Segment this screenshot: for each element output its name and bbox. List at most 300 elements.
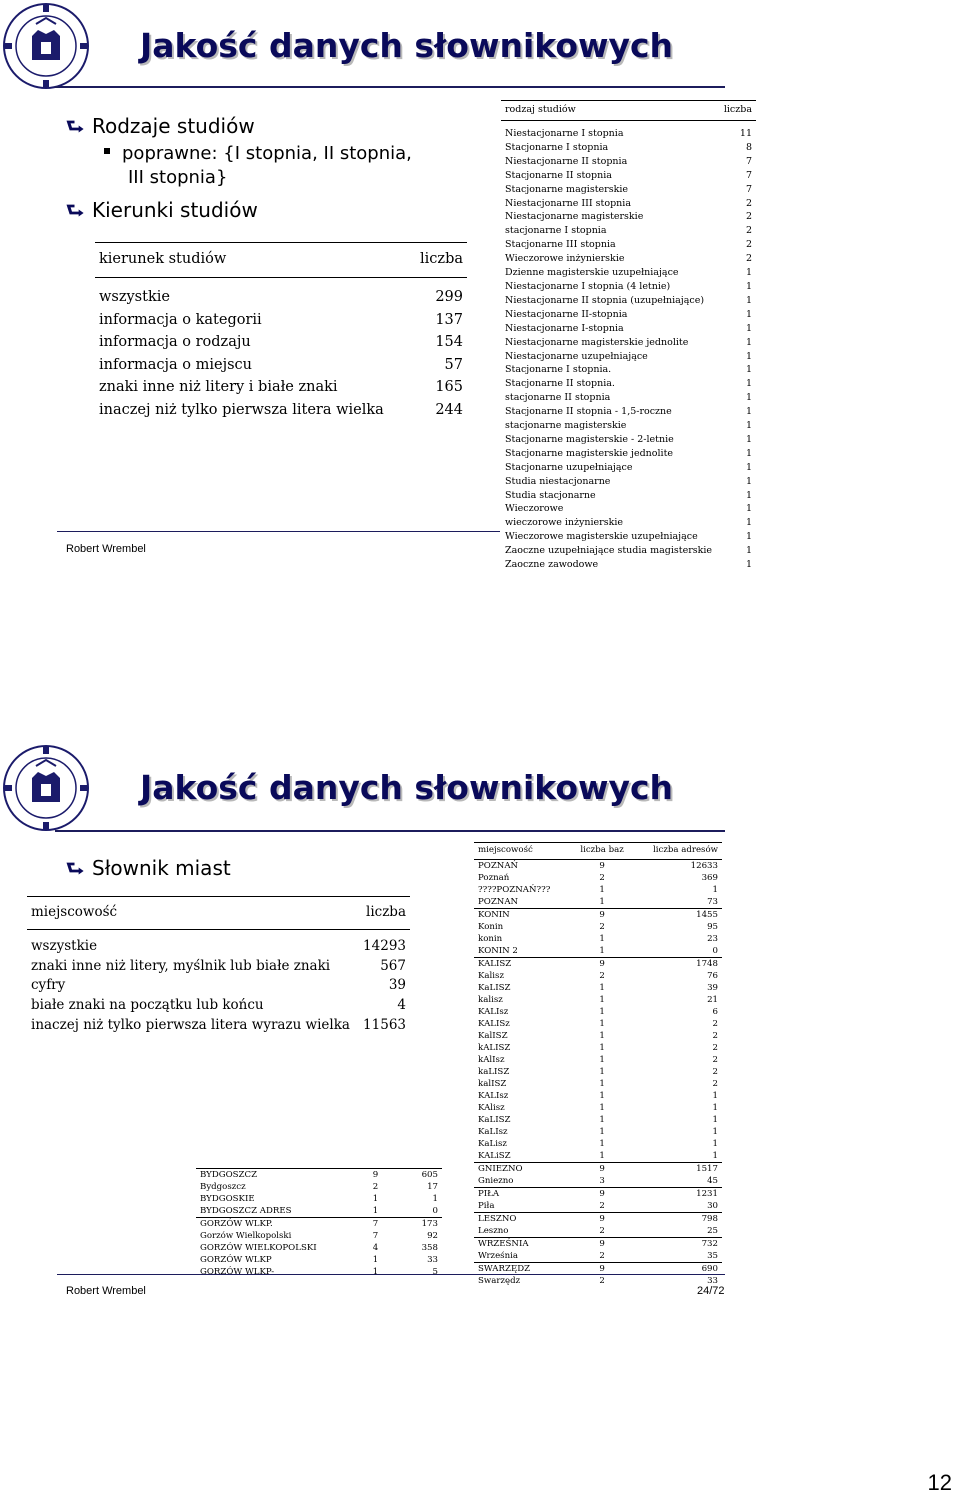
- table-row: [501, 461, 756, 475]
- table-row: [474, 958, 722, 971]
- table-row: [474, 921, 722, 933]
- table-cell: 2: [712, 1031, 718, 1041]
- table-row: [474, 1263, 722, 1276]
- table-cell: kalisz: [478, 995, 503, 1005]
- table-cell: informacja o rodzaju: [99, 334, 251, 351]
- table-cell: 1: [372, 1194, 379, 1204]
- table-cell: SWARZĘDZ: [474, 1263, 563, 1276]
- table-cell: 1: [745, 392, 752, 404]
- table-cell: 2: [745, 225, 752, 237]
- table-row: [501, 266, 756, 280]
- table-header-row: [95, 243, 467, 278]
- table-cell: wieczorowe inżynierskie: [505, 517, 624, 529]
- table-cell: Stacjonarne II stopnia - 1,5-roczne: [505, 406, 672, 418]
- table-row: [501, 183, 756, 197]
- table-cell: 1: [599, 1055, 605, 1065]
- table-row: [501, 280, 756, 294]
- table-row: [474, 1102, 722, 1114]
- table-row: [474, 970, 722, 982]
- table-cell: 1: [745, 559, 752, 571]
- table-cell: 173: [414, 1218, 442, 1231]
- table-cell: stacjonarne I stopnia: [505, 225, 607, 237]
- rodzaj-table: [501, 100, 756, 572]
- table-row: [501, 405, 756, 419]
- page-number: 12: [927, 1470, 952, 1495]
- table-row: [95, 331, 467, 354]
- footer-rule: [57, 531, 500, 532]
- table-row: [501, 141, 756, 155]
- table-cell: KALISZ: [474, 958, 563, 971]
- table-row: [196, 1205, 442, 1218]
- table-row: [95, 376, 467, 399]
- table-row: [474, 982, 722, 994]
- table-cell: 358: [421, 1243, 438, 1253]
- table-row: [474, 1138, 722, 1150]
- table-cell: 1: [745, 461, 752, 473]
- column-header: liczba adresów: [653, 845, 718, 855]
- table-cell: 2: [599, 1276, 605, 1286]
- table-cell: 2: [599, 1201, 605, 1211]
- table-row: [501, 544, 756, 558]
- table-cell: 1: [745, 308, 752, 320]
- table-cell: KALiSZ: [478, 1151, 511, 1161]
- table-cell: 2: [712, 1043, 718, 1053]
- table-cell: 1748: [641, 958, 722, 971]
- table-row: [501, 530, 756, 544]
- table-cell: 33: [427, 1255, 438, 1265]
- column-header: miejscowość: [478, 845, 533, 855]
- table-cell: 154: [435, 334, 463, 351]
- table-row: [501, 252, 756, 266]
- table-row: [196, 1181, 442, 1193]
- table-cell: Stacjonarne magisterskie jednolite: [505, 447, 674, 459]
- table-cell: 567: [380, 957, 406, 974]
- table-cell: 9: [563, 860, 641, 873]
- table-cell: 21: [707, 995, 718, 1005]
- table-cell: 11: [739, 128, 752, 139]
- table-row: [501, 294, 756, 308]
- table-cell: inaczej niż tylko pierwsza litera wyrazu wielka: [31, 1017, 350, 1034]
- table-row: [501, 489, 756, 503]
- title-rule: [55, 86, 725, 88]
- table-cell: Niestacjonarne I-stopnia: [505, 322, 624, 334]
- table-cell: 6: [712, 1007, 718, 1017]
- table-cell: KALISz: [478, 1019, 510, 1029]
- footer-author: Robert Wrembel: [66, 543, 146, 555]
- table-cell: 2: [599, 971, 605, 981]
- table-cell: 1: [599, 1031, 605, 1041]
- table-cell: 1517: [641, 1163, 722, 1176]
- table-row: [474, 945, 722, 958]
- table-cell: 1: [372, 1255, 379, 1265]
- table-cell: 1: [745, 280, 752, 292]
- table-cell: KaLIsz: [478, 1127, 508, 1137]
- table-cell: 1: [599, 1091, 605, 1101]
- table-cell: Niestacjonarne III stopnia: [505, 197, 631, 209]
- table-cell: 2: [745, 239, 752, 251]
- table-cell: Zaoczne uzupełniające studia magisterskie: [505, 545, 713, 557]
- table-cell: 1: [745, 294, 752, 306]
- table-cell: 690: [641, 1263, 722, 1276]
- table-cell: 1455: [641, 909, 722, 922]
- table-cell: KalISZ: [478, 1031, 508, 1041]
- table-cell: 1: [745, 545, 752, 557]
- table-cell: Niestacjonarne I stopnia (4 letnie): [505, 280, 671, 292]
- table-cell: 4: [372, 1243, 379, 1253]
- table-cell: 1: [712, 885, 718, 895]
- table-cell: 1: [599, 1139, 605, 1149]
- table-cell: 1: [712, 1091, 718, 1101]
- table-cell: białe znaki na początku lub końcu: [31, 997, 264, 1014]
- table-cell: Dzienne magisterskie uzupełniające: [505, 267, 679, 279]
- table-cell: 1: [745, 267, 752, 279]
- table-cell: kalISZ: [478, 1079, 507, 1089]
- table-row: [474, 1054, 722, 1066]
- slide-page-counter: 24/72: [697, 1285, 725, 1297]
- table-cell: kALISZ: [478, 1043, 511, 1053]
- table-cell: 92: [427, 1231, 438, 1241]
- column-header: kierunek studiów: [99, 251, 227, 267]
- table-cell: 35: [707, 1251, 718, 1261]
- table-cell: 1: [745, 489, 752, 501]
- table-cell: 1: [745, 420, 752, 432]
- table-cell: 2: [599, 1226, 605, 1236]
- table-cell: 1: [599, 1019, 605, 1029]
- table-row: [196, 1218, 442, 1231]
- footer-author: Robert Wrembel: [66, 1285, 146, 1297]
- table-cell: GORZÓW WIELKOPOLSKI: [200, 1243, 317, 1253]
- table-cell: 1: [712, 1127, 718, 1137]
- table-cell: 33: [707, 1276, 718, 1286]
- table-cell: 2: [745, 211, 752, 223]
- table-cell: 2: [599, 922, 605, 932]
- table-cell: 23: [707, 934, 718, 944]
- table-row: [196, 1193, 442, 1205]
- table-row: [196, 1266, 442, 1278]
- table-row: [474, 1238, 722, 1251]
- table-cell: Niestacjonarne II-stopnia: [505, 308, 628, 320]
- table-cell: WRZEŚNIA: [474, 1238, 563, 1251]
- table-row: [95, 399, 467, 422]
- table-cell: konin: [478, 934, 503, 944]
- table-cell: Zaoczne zawodowe: [505, 559, 599, 571]
- table-cell: Niestacjonarne uzupełniające: [505, 350, 648, 362]
- table-cell: 1: [599, 1007, 605, 1017]
- table-cell: 1: [745, 503, 752, 515]
- table-cell: 11563: [363, 1017, 406, 1034]
- table-row: [474, 994, 722, 1006]
- table-cell: 1: [745, 433, 752, 445]
- table-cell: Studia niestacjonarne: [505, 475, 611, 487]
- table-cell: 1: [745, 350, 752, 362]
- table-row: [27, 956, 410, 976]
- table-cell: 39: [388, 977, 406, 994]
- slide-title: Jakość danych słownikowych: [140, 26, 674, 65]
- table-cell: Niestacjonarne magisterskie: [505, 211, 644, 223]
- table-cell: Wieczorowe inżynierskie: [505, 253, 625, 265]
- table-cell: 1: [599, 1079, 605, 1089]
- table-row: [501, 197, 756, 211]
- table-cell: KONIN: [474, 909, 563, 922]
- table-cell: 1: [745, 447, 752, 459]
- table-cell: Wieczorowe: [505, 503, 564, 515]
- table-cell: 95: [707, 922, 718, 932]
- table-cell: BYDGOSKIE: [200, 1194, 255, 1204]
- table-cell: 9: [563, 1263, 641, 1276]
- table-cell: 1: [745, 378, 752, 390]
- table-cell: Niestacjonarne magisterskie jednolite: [505, 336, 689, 348]
- bullet-slownik: ⮑ Słownik miast: [66, 856, 231, 880]
- table-row: [474, 1250, 722, 1263]
- table-row: [501, 475, 756, 489]
- table-cell: 7: [745, 183, 752, 195]
- table-cell: KaLISZ: [478, 1115, 511, 1125]
- table-row: [501, 224, 756, 238]
- table-cell: 798: [641, 1213, 722, 1226]
- table-cell: 137: [435, 311, 463, 328]
- table-cell: 9: [336, 1169, 414, 1182]
- table-cell: 17: [427, 1182, 438, 1192]
- table-cell: 45: [707, 1176, 718, 1186]
- table-cell: 7: [745, 169, 752, 181]
- table-row: [474, 1006, 722, 1018]
- title-rule: [55, 830, 725, 832]
- table-cell: 5: [432, 1267, 438, 1277]
- table-cell: Leszno: [478, 1226, 509, 1236]
- table-cell: ????POZNAŃ???: [478, 885, 551, 895]
- table-row: [95, 309, 467, 332]
- table-cell: 1: [745, 336, 752, 348]
- table-cell: Stacjonarne magisterskie - 2-letnie: [505, 433, 674, 445]
- table-cell: 14293: [363, 937, 406, 954]
- table-row: [474, 933, 722, 945]
- table-cell: 1: [599, 1067, 605, 1077]
- table-cell: 1: [599, 1115, 605, 1125]
- arrow-icon: ⮑: [66, 856, 84, 880]
- table-cell: KaLisz: [478, 1139, 507, 1149]
- table-row: [474, 1188, 722, 1201]
- table-cell: 4: [397, 997, 406, 1014]
- column-header: miejscowość: [31, 904, 118, 920]
- table-cell: Stacjonarne II stopnia: [505, 169, 612, 181]
- table-row: [474, 1066, 722, 1078]
- bullet-rodzaje: ⮑ Rodzaje studiów: [66, 114, 255, 138]
- table-cell: 7: [745, 155, 752, 167]
- table-row: [474, 1225, 722, 1238]
- table-row: [196, 1230, 442, 1242]
- table-cell: 1: [745, 517, 752, 529]
- table-cell: Stacjonarne II stopnia.: [505, 378, 615, 390]
- table-row: [27, 930, 410, 956]
- table-row: [501, 433, 756, 447]
- table-row: [474, 1275, 722, 1287]
- table-row: [95, 278, 467, 309]
- table-row: [474, 896, 722, 909]
- table-cell: 605: [414, 1169, 442, 1182]
- table-cell: 2: [712, 1067, 718, 1077]
- table-row: [474, 1090, 722, 1102]
- column-header: rodzaj studiów: [505, 104, 576, 115]
- table-cell: 2: [745, 197, 752, 209]
- table-cell: 2: [712, 1079, 718, 1089]
- table-cell: 1: [745, 322, 752, 334]
- bullet-kierunki: ⮑ Kierunki studiów: [66, 198, 258, 222]
- column-header: liczba: [366, 904, 406, 920]
- table-cell: 1: [372, 1267, 379, 1277]
- table-row: [501, 502, 756, 516]
- table-cell: 1231: [641, 1188, 722, 1201]
- table-cell: Stacjonarne III stopnia: [505, 239, 616, 251]
- city-counts-table-2: [196, 1168, 442, 1278]
- table-cell: GORZÓW WLKP: [200, 1255, 272, 1265]
- table-cell: inaczej niż tylko pierwsza litera wielka: [99, 401, 384, 418]
- table-cell: 1: [372, 1206, 379, 1216]
- table-cell: 9: [563, 958, 641, 971]
- table-cell: 1: [745, 531, 752, 543]
- table-row: [474, 1078, 722, 1090]
- table-cell: 1: [599, 885, 605, 895]
- column-header: liczba: [420, 251, 463, 267]
- table-row: [196, 1169, 442, 1182]
- table-cell: KAlisz: [478, 1103, 505, 1113]
- table-cell: 2: [712, 1019, 718, 1029]
- table-cell: BYDGOSZCZ ADRES: [200, 1206, 292, 1216]
- slide-1: [0, 0, 960, 742]
- table-cell: 1: [432, 1194, 438, 1204]
- table-row: [501, 210, 756, 224]
- table-row: [501, 419, 756, 433]
- table-row: [474, 1175, 722, 1188]
- table-cell: 9: [563, 1163, 641, 1176]
- table-cell: 2: [599, 1251, 605, 1261]
- table-row: [501, 169, 756, 183]
- table-cell: 2: [599, 873, 605, 883]
- table-cell: cyfry: [31, 977, 66, 994]
- table-row: [474, 860, 722, 873]
- table-cell: 9: [563, 1213, 641, 1226]
- table-cell: Września: [478, 1251, 518, 1261]
- table-cell: 1: [745, 475, 752, 487]
- table-row: [474, 872, 722, 884]
- table-cell: znaki inne niż litery i białe znaki: [99, 379, 338, 396]
- table-cell: Niestacjonarne I stopnia: [505, 128, 624, 139]
- table-cell: 39: [707, 983, 718, 993]
- table-row: [501, 155, 756, 169]
- table-cell: 1: [599, 1127, 605, 1137]
- table-cell: 57: [444, 356, 463, 373]
- table-cell: Wieczorowe magisterskie uzupełniające: [505, 531, 698, 543]
- table-cell: 1: [712, 1151, 718, 1161]
- table-row: [474, 1030, 722, 1042]
- table-cell: KALIsz: [478, 1091, 509, 1101]
- table-row: [501, 350, 756, 364]
- table-cell: KaLISZ: [478, 983, 511, 993]
- table-row: [474, 1200, 722, 1213]
- table-cell: 1: [599, 983, 605, 993]
- table-cell: stacjonarne II stopnia: [505, 392, 611, 404]
- table-row: [501, 121, 756, 141]
- table-row: [501, 516, 756, 530]
- table-row: [501, 447, 756, 461]
- table-cell: Bydgoszcz: [200, 1182, 246, 1192]
- table-cell: kaLISZ: [478, 1067, 510, 1077]
- table-cell: GORZÓW WLKP.: [196, 1218, 336, 1231]
- table-row: [474, 1042, 722, 1054]
- table-cell: 1: [599, 1043, 605, 1053]
- table-cell: POZNAN: [478, 897, 519, 907]
- table-cell: 2: [745, 253, 752, 265]
- table-cell: 76: [707, 971, 718, 981]
- table-cell: Kalisz: [478, 971, 504, 981]
- table-cell: 3: [599, 1176, 605, 1186]
- table-cell: 1: [712, 1103, 718, 1113]
- table-cell: 1: [599, 1151, 605, 1161]
- table-cell: KALIsz: [478, 1007, 509, 1017]
- table-cell: wszystkie: [31, 937, 98, 954]
- table-row: [501, 336, 756, 350]
- table-cell: Swarzędz: [478, 1276, 521, 1286]
- table-cell: Stacjonarne uzupełniające: [505, 461, 633, 473]
- table-cell: 9: [563, 909, 641, 922]
- table-cell: 9: [563, 1188, 641, 1201]
- arrow-icon: ⮑: [66, 114, 84, 138]
- table-cell: 1: [599, 1103, 605, 1113]
- table-cell: PIŁA: [474, 1188, 563, 1201]
- table-row: [501, 308, 756, 322]
- table-row: [474, 884, 722, 896]
- table-row: [474, 1163, 722, 1176]
- table-cell: 369: [701, 873, 718, 883]
- column-header: liczba baz: [580, 845, 624, 855]
- table-cell: 732: [641, 1238, 722, 1251]
- slide-title: Jakość danych słownikowych: [140, 768, 674, 807]
- table-cell: 9: [563, 1238, 641, 1251]
- table-cell: 1: [712, 1139, 718, 1149]
- table-cell: GNIEZNO: [474, 1163, 563, 1176]
- table-cell: 1: [599, 995, 605, 1005]
- table-cell: 1: [599, 934, 605, 944]
- table-row: [474, 1150, 722, 1163]
- table-cell: 7: [336, 1218, 414, 1231]
- table-cell: 30: [707, 1201, 718, 1211]
- table-cell: 1: [745, 406, 752, 418]
- table-cell: Studia stacjonarne: [505, 489, 596, 501]
- table-row: [501, 238, 756, 252]
- square-bullet-icon: [104, 148, 110, 154]
- table-cell: GORZÓW WLKP-: [200, 1267, 275, 1277]
- table-cell: Piła: [478, 1201, 495, 1211]
- table-cell: Poznań: [478, 873, 510, 883]
- table-header-row: [501, 101, 756, 121]
- table-cell: 8: [745, 141, 752, 153]
- table-cell: 299: [435, 289, 463, 306]
- table-cell: informacja o miejscu: [99, 356, 252, 373]
- miejscowosc-table: [27, 896, 410, 1035]
- table-cell: kAlIsz: [478, 1055, 505, 1065]
- table-cell: KONIN 2: [478, 946, 518, 956]
- table-row: [501, 363, 756, 377]
- politechnika-poznanska-logo: [2, 744, 90, 832]
- table-cell: wszystkie: [99, 289, 170, 306]
- table-cell: 165: [435, 379, 463, 396]
- table-row: [501, 322, 756, 336]
- table-row: [474, 909, 722, 922]
- table-cell: 1: [599, 897, 605, 907]
- table-cell: Stacjonarne I stopnia.: [505, 364, 612, 376]
- table-cell: 2: [372, 1182, 379, 1192]
- column-header: liczba: [723, 104, 752, 115]
- table-row: [196, 1242, 442, 1254]
